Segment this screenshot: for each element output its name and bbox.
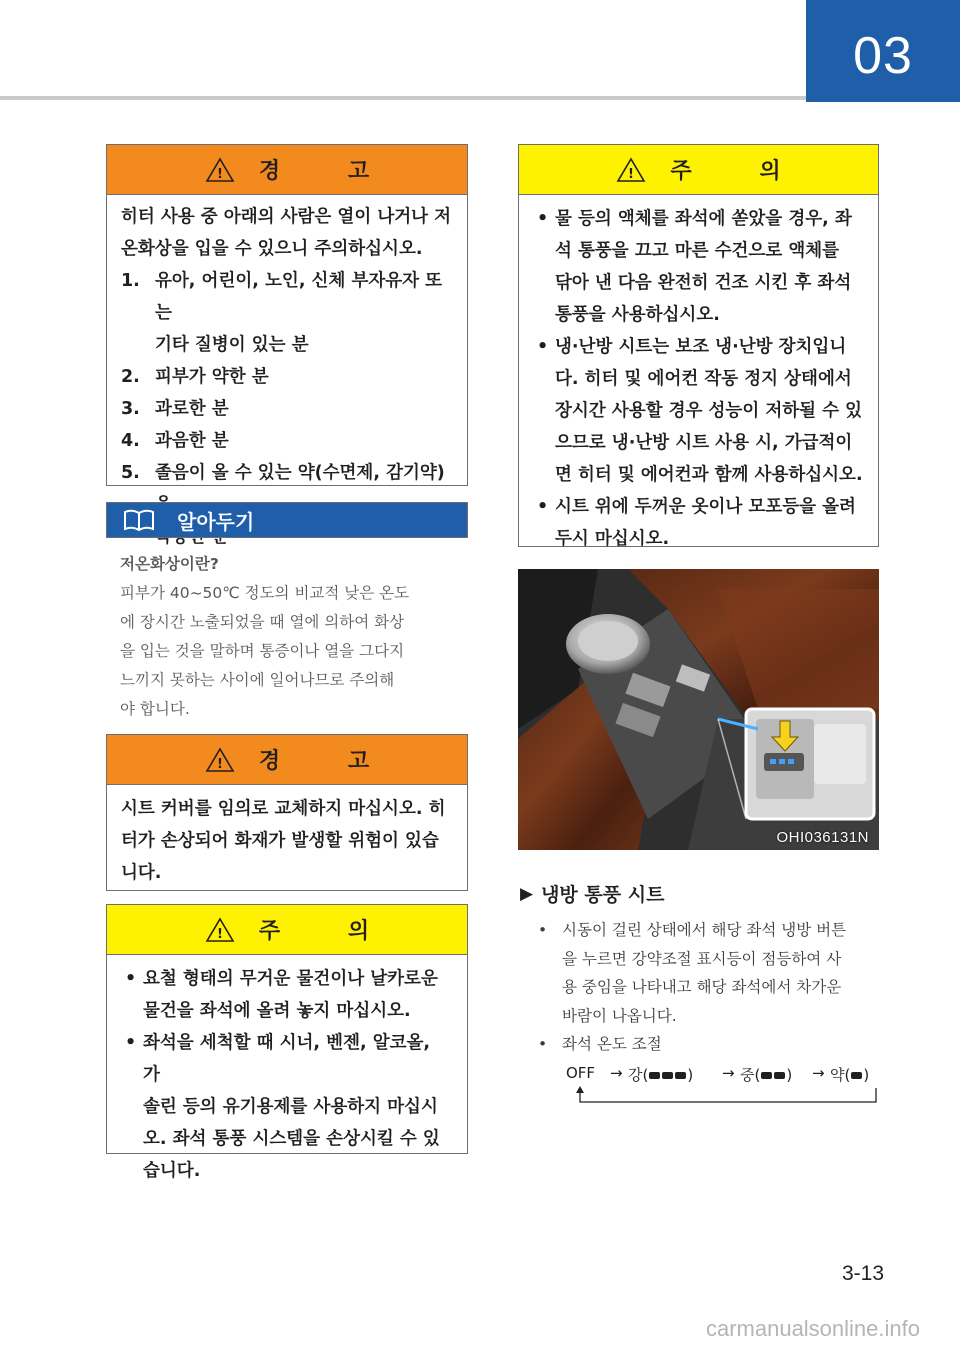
svg-text:!: ! [216, 756, 223, 772]
triangle-right-icon: ▶ [520, 883, 534, 904]
warning-triangle-icon [616, 157, 646, 183]
book-icon [123, 508, 155, 532]
caution-box-liquids [518, 144, 879, 547]
watermark: carmanualsonline.info [705, 1316, 920, 1341]
page-number: 3-13 [841, 1262, 884, 1285]
level-low: 약( ) [830, 1066, 870, 1084]
list-item: • 시트 위에 두꺼운 옷이나 모포등을 올려 두시 마십시오. [537, 497, 856, 549]
note-line: 에 장시간 노출되었을 때 열에 의하여 화상 [120, 613, 405, 631]
warning-line: 시트 커버를 임의로 교체하지 마십시오. 히 [121, 799, 446, 819]
arrow-right-icon: → [610, 1064, 623, 1082]
header-rule [0, 96, 806, 100]
note-line: 야 합니다. [120, 700, 190, 718]
warning-header [107, 145, 467, 195]
svg-text:!: ! [216, 926, 223, 942]
list-item: • 물 등의 액체를 좌석에 쏟았을 경우, 좌 석 통풍을 끄고 마른 수건으로 액체를 닦아 낸 다음 완전히 건조 시킨 후 좌석 통풍을 사용하십시오. [537, 209, 852, 325]
list-item: 2. 피부가 약한 분 [121, 367, 269, 387]
warning-body [107, 785, 467, 899]
warning-triangle-icon [205, 747, 235, 773]
photo-code: OHI036131N [776, 829, 869, 846]
chapter-tab: 03 [806, 0, 960, 102]
level-high: 강( ) [628, 1066, 694, 1084]
caution-body [107, 955, 467, 1197]
caution-box-objects [106, 904, 468, 1181]
warning-intro-line: 히터 사용 중 아래의 사람은 열이 나거나 저 [121, 207, 452, 227]
return-loop-arrow [576, 1086, 882, 1108]
arrow-right-icon: → [722, 1064, 735, 1082]
caution-title: 주 의 [258, 919, 400, 944]
caution-body [519, 195, 878, 565]
warning-title: 경 고 [258, 749, 400, 774]
level-off: OFF [566, 1064, 596, 1082]
caution-header [519, 145, 878, 195]
note-body [120, 550, 458, 724]
warning-line: 니다. [121, 863, 162, 883]
list-item: • 냉·난방 시트는 보조 냉·난방 장치입니 다. 히터 및 에어컨 작동 정지 상태에서 장시간 사용할 경우 성능이 저하될 수 있 으므로 냉·난방 시트 사용 시, 가급적이 면 히터 및 에어컨과 함께 사용하십시오. [537, 337, 863, 485]
warning-intro-line: 온화상을 입을 수 있으니 주의하십시오. [121, 239, 423, 259]
level-mid: 중( ) [740, 1066, 793, 1084]
warning-triangle-icon [205, 917, 235, 943]
section-title [520, 880, 664, 907]
list-item: • 좌석 온도 조절 [538, 1035, 662, 1053]
list-item: 3. 과로한 분 [121, 399, 229, 419]
arrow-right-icon: → [812, 1064, 825, 1082]
svg-text:!: ! [628, 166, 635, 182]
list-item: • 시동이 걸린 상태에서 해당 좌석 냉방 버튼 을 누르면 강약조절 표시등이 점등하여 사 용 중임을 나타내고 해당 좌석에서 차가운 바람이 나옵니다. [538, 921, 847, 1025]
note-line: 을 입는 것을 말하며 통증이나 열을 그다지 [120, 642, 405, 660]
note-title: 알아두기 [177, 509, 255, 534]
warning-box-seat-cover [106, 734, 468, 891]
caution-title: 주 의 [670, 159, 811, 184]
note-line: 피부가 40~50℃ 정도의 비교적 낮은 온도 [120, 584, 410, 602]
section-body [534, 916, 884, 1059]
warning-header [107, 735, 467, 785]
svg-text:!: ! [216, 166, 223, 182]
section-title-text: 냉방 통풍 시트 [541, 884, 665, 906]
list-item: • 좌석을 세척할 때 시너, 벤젠, 알코올, 가 솔린 등의 유기용제를 사용하지 마십시 오. 좌석 통풍 시스템을 손상시킬 수 있 습니다. [125, 1033, 440, 1181]
note-header [106, 502, 468, 538]
level-sequence [566, 1064, 886, 1110]
console-photo [518, 569, 879, 850]
note-question: 저온화상이란? [120, 555, 219, 573]
list-item: 4. 과음한 분 [121, 431, 229, 451]
warning-triangle-icon [205, 157, 235, 183]
center-console-illustration [518, 569, 879, 850]
warning-title: 경 고 [258, 159, 400, 184]
list-item: • 요철 형태의 무거운 물건이나 날카로운 물건을 좌석에 올려 놓지 마십시오. [125, 969, 438, 1021]
caution-header [107, 905, 467, 955]
note-line: 느끼지 못하는 사이에 일어나므로 주의해 [120, 671, 395, 689]
warning-line: 터가 손상되어 화재가 발생할 위험이 있습 [121, 831, 439, 851]
warning-box-heater [106, 144, 468, 486]
list-item: 5. 졸음이 올 수 있는 약(수면제, 감기약) [121, 463, 445, 483]
list-item: 1. 유아, 어린이, 노인, 신체 부자유자 또는 기타 질병이 있는 분 [121, 271, 443, 355]
